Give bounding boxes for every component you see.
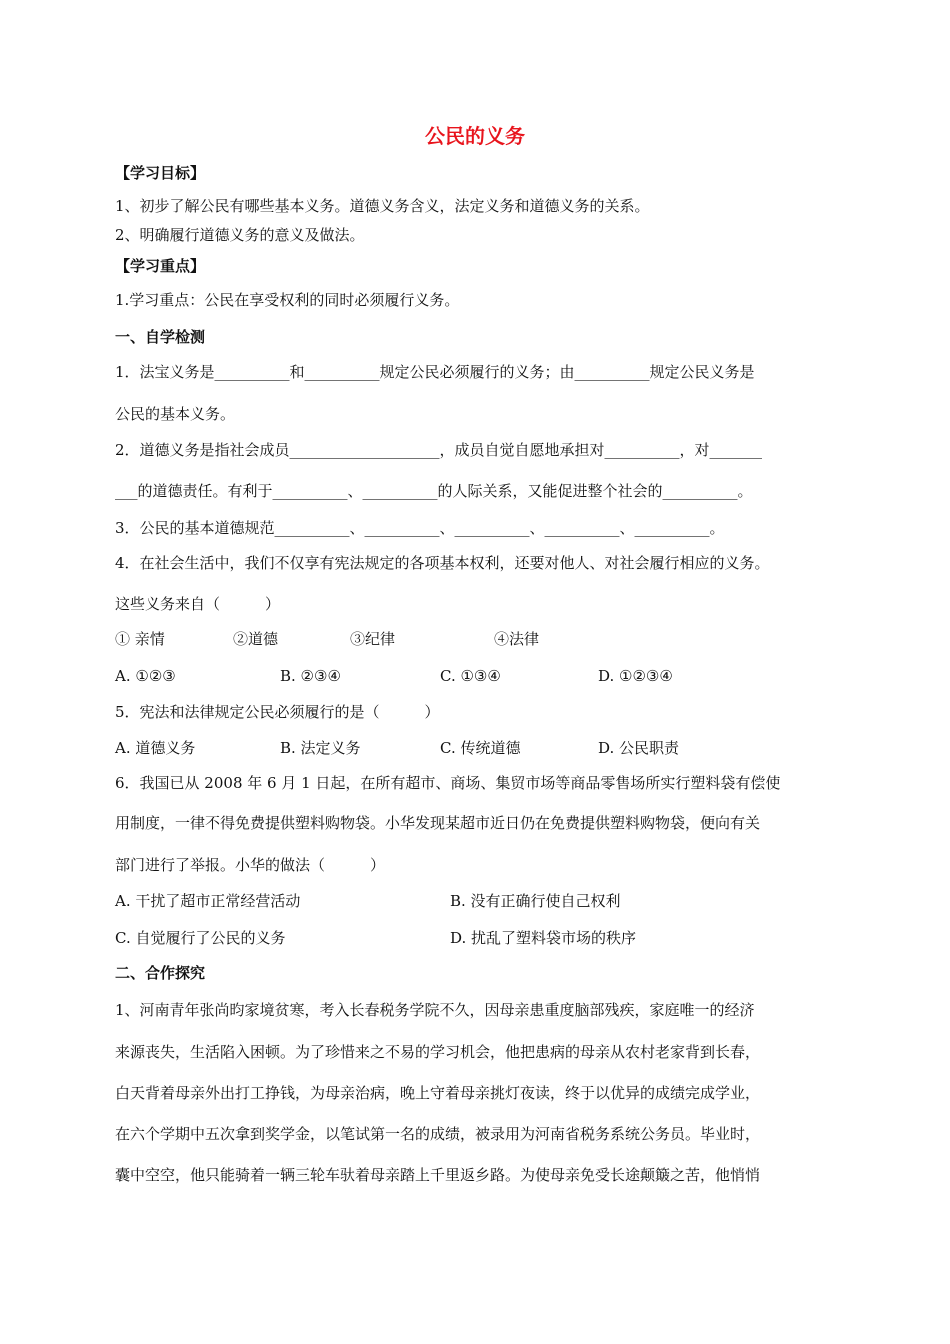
- paragraph-line: 囊中空空，他只能骑着一辆三轮车驮着母亲踏上千里返乡路。为使母亲免受长途颠簸之苦，他悄悄: [115, 1166, 761, 1184]
- q6-option-b: B. 没有正确行使自己权利: [450, 892, 621, 910]
- q4-item: ③纪律: [350, 630, 396, 648]
- q4-option-a: A. ①②③: [115, 667, 176, 685]
- focus-heading: 【学习重点】: [115, 257, 206, 275]
- question-5: 5．宪法和法律规定公民必须履行的是（ ）: [115, 703, 440, 721]
- q4-option-b: B. ②③④: [280, 667, 341, 685]
- question-4-line: 4．在社会生活中，我们不仅享有宪法规定的各项基本权利，还要对他人、对社会履行相应的义务。: [115, 554, 770, 572]
- paragraph-line: 白天背着母亲外出打工挣钱，为母亲治病，晚上守着母亲挑灯夜读，终于以优异的成绩完成学业，: [115, 1084, 761, 1102]
- question-1-line: 1．法宝义务是__________和__________规定公民必须履行的义务；由__________规定公民义务是: [115, 363, 755, 381]
- paragraph-line: 1、河南青年张尚昀家境贫寒，考入长春税务学院不久，因母亲患重度脑部残疾，家庭唯一的经济: [115, 1001, 755, 1019]
- goals-heading: 【学习目标】: [115, 164, 206, 182]
- focus-item: 1.学习重点：公民在享受权利的同时必须履行义务。: [115, 291, 460, 309]
- question-4-line: 这些义务来自（ ）: [115, 595, 281, 613]
- goal-item: 1、初步了解公民有哪些基本义务。道德义务含义，法定义务和道德义务的关系。: [115, 197, 650, 215]
- question-6-line: 6．我国已从 2008 年 6 月 1 日起，在所有超市、商场、集贸市场等商品零售场所实行塑料袋有偿使: [115, 774, 781, 792]
- question-3: 3．公民的基本道德规范__________、__________、__________、__________、__________。: [115, 519, 725, 537]
- self-study-heading: 一、自学检测: [115, 328, 206, 346]
- goal-item: 2、明确履行道德义务的意义及做法。: [115, 226, 365, 244]
- q4-option-d: D. ①②③④: [598, 667, 673, 685]
- q4-item: ④法律: [494, 630, 540, 648]
- q5-option-d: D. 公民职责: [598, 739, 680, 757]
- question-1-line: 公民的基本义务。: [115, 405, 236, 423]
- q5-option-a: A. 道德义务: [115, 739, 196, 757]
- paragraph-line: 来源丧失，生活陷入困顿。为了珍惜来之不易的学习机会，他把患病的母亲从农村老家背到长春，: [115, 1043, 761, 1061]
- q4-option-c: C. ①③④: [440, 667, 501, 685]
- cooperation-heading: 二、合作探究: [115, 964, 206, 982]
- paragraph-line: 在六个学期中五次拿到奖学金，以笔试第一名的成绩，被录用为河南省税务系统公务员。毕业时，: [115, 1125, 761, 1143]
- q4-item: ① 亲情: [115, 630, 165, 648]
- q5-option-b: B. 法定义务: [280, 739, 361, 757]
- q6-option-a: A. 干扰了超市正常经营活动: [115, 892, 301, 910]
- q5-option-c: C. 传统道德: [440, 739, 521, 757]
- question-6-line: 用制度，一律不得免费提供塑料购物袋。小华发现某超市近日仍在免费提供塑料购物袋，便向有关: [115, 814, 761, 832]
- question-2-line: ___的道德责任。有利于__________、__________的人际关系，又能促进整个社会的__________。: [115, 482, 753, 500]
- q4-item: ②道德: [233, 630, 279, 648]
- question-2-line: 2．道德义务是指社会成员____________________，成员自觉自愿地承担对__________，对_______: [115, 441, 763, 459]
- q6-option-c: C. 自觉履行了公民的义务: [115, 929, 286, 947]
- question-6-line: 部门进行了举报。小华的做法（ ）: [115, 856, 386, 874]
- q6-option-d: D. 扰乱了塑料袋市场的秩序: [450, 929, 637, 947]
- page-title: 公民的义务: [425, 124, 525, 148]
